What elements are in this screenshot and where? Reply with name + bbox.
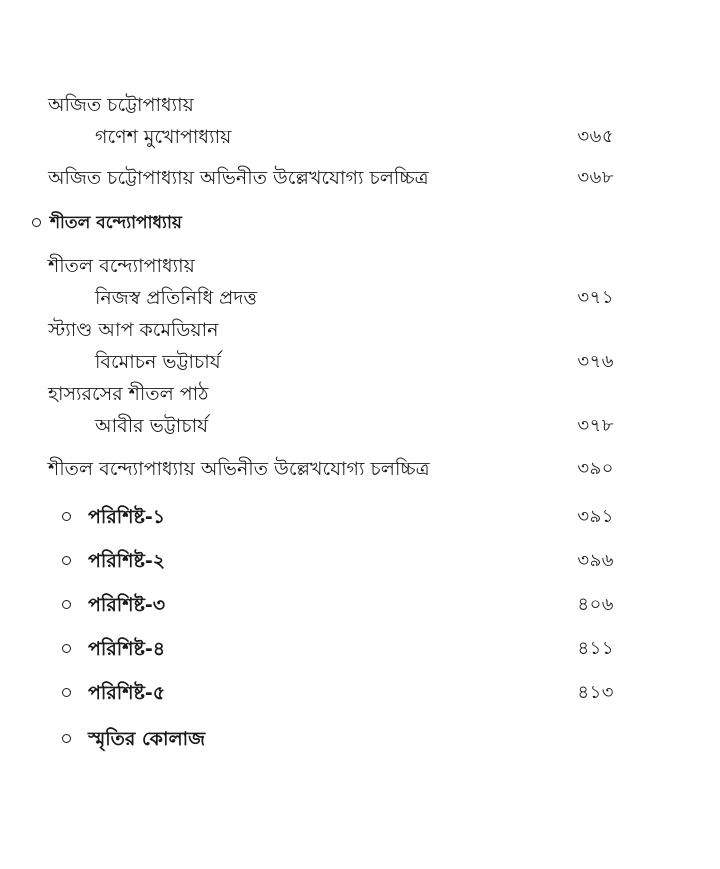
toc-heading bbox=[0, 377, 720, 411]
appendix-page: ৪০৬ bbox=[577, 594, 614, 615]
section-title: শীতল বন্দ্যোপাধ্যায় bbox=[50, 213, 182, 233]
article-heading: স্ট্যাণ্ড আপ কমেডিয়ান bbox=[48, 319, 219, 341]
toc-entry-page: ৩৭৬ bbox=[577, 351, 614, 372]
toc-entry bbox=[0, 345, 720, 379]
toc-appendix bbox=[0, 544, 720, 578]
bullet-circle-icon bbox=[62, 556, 71, 565]
author-heading: অজিত চট্টোপাধ্যায় bbox=[48, 94, 194, 116]
toc-appendix bbox=[0, 588, 720, 622]
toc-entry-title: আবীর ভট্টাচার্য bbox=[95, 415, 209, 437]
toc-entry bbox=[0, 409, 720, 443]
toc-appendix bbox=[0, 500, 720, 534]
bullet-circle-icon bbox=[32, 218, 41, 227]
toc-entry-page: ৩৬৫ bbox=[577, 126, 614, 147]
bullet-circle-icon bbox=[62, 734, 71, 743]
toc-entry bbox=[0, 120, 720, 154]
toc-entry bbox=[0, 452, 720, 486]
article-heading: হাস্যরসের শীতল পাঠ bbox=[48, 383, 209, 405]
bullet-circle-icon bbox=[62, 600, 71, 609]
appendix-page: ৩৯১ bbox=[577, 506, 614, 527]
appendix-title: পরিশিষ্ট-৩ bbox=[88, 594, 166, 616]
toc-entry-title: অজিত চট্টোপাধ্যায় অভিনীত উল্লেখযোগ্য চলচ্চিত্র bbox=[48, 167, 429, 189]
toc-section bbox=[0, 206, 720, 240]
appendix-title: পরিশিষ্ট-২ bbox=[88, 550, 166, 572]
toc-entry-title: গণেশ মুখোপাধ্যায় bbox=[95, 126, 232, 148]
appendix-page: ৪১১ bbox=[577, 638, 614, 659]
appendix-title: পরিশিষ্ট-১ bbox=[88, 506, 166, 528]
toc-entry-title: শীতল বন্দ্যোপাধ্যায় অভিনীত উল্লেখযোগ্য চলচ্চিত্র bbox=[48, 458, 430, 480]
bullet-circle-icon bbox=[62, 688, 71, 697]
toc-heading bbox=[0, 88, 720, 122]
toc-entry-title: নিজস্ব প্রতিনিধি প্রদত্ত bbox=[95, 287, 257, 309]
appendix-page: ৩৯৬ bbox=[577, 550, 614, 571]
toc-entry-page: ৩৭১ bbox=[577, 287, 614, 308]
appendix-title: পরিশিষ্ট-৫ bbox=[88, 682, 166, 704]
collage-title: স্মৃতির কোলাজ bbox=[88, 728, 206, 750]
toc-entry-page: ৩৭৮ bbox=[577, 415, 614, 436]
toc-entry-title: বিমোচন ভট্টাচার্য bbox=[95, 351, 221, 373]
toc-entry-page: ৩৬৮ bbox=[577, 167, 614, 188]
bullet-circle-icon bbox=[62, 644, 71, 653]
toc-entry bbox=[0, 161, 720, 195]
toc-collage bbox=[0, 722, 720, 756]
toc-heading bbox=[0, 313, 720, 347]
toc-heading bbox=[0, 249, 720, 283]
appendix-page: ৪১৩ bbox=[577, 682, 614, 703]
toc-entry-page: ৩৯০ bbox=[577, 458, 614, 479]
author-heading: শীতল বন্দ্যোপাধ্যায় bbox=[48, 255, 195, 277]
appendix-title: পরিশিষ্ট-৪ bbox=[88, 638, 166, 660]
toc-entry bbox=[0, 281, 720, 315]
bullet-circle-icon bbox=[62, 512, 71, 521]
toc-appendix bbox=[0, 632, 720, 666]
toc-appendix bbox=[0, 676, 720, 710]
